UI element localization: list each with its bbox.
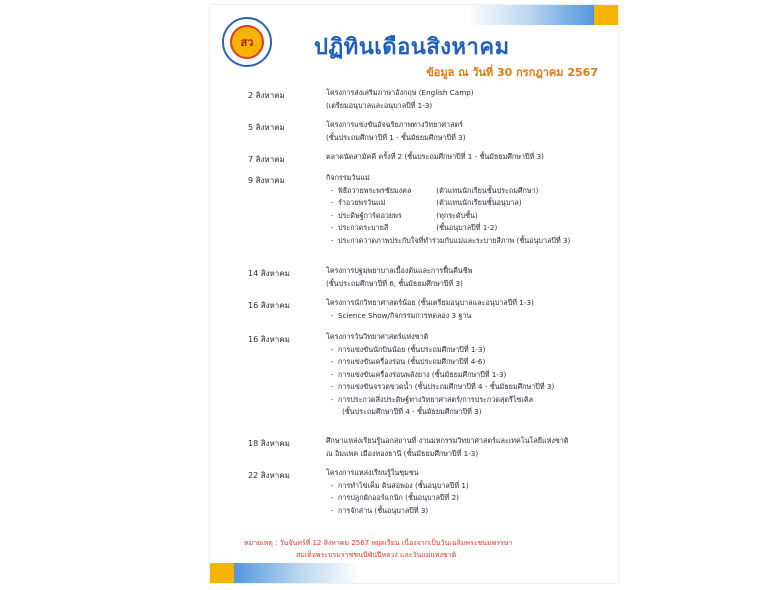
sub-item-text: พิธีถวายพระพรชัยมงคล — [338, 185, 412, 195]
sub-item-text: ประดิษฐ์การ์ดอวยพร — [338, 210, 402, 220]
event-date: 16 สิงหาคม — [248, 301, 290, 310]
event-details — [326, 435, 611, 460]
calendar-card — [210, 5, 618, 583]
event-heading: โครงการแหล่งเรียนรู้ในชุมชน — [326, 468, 419, 477]
event-sub-item — [326, 222, 611, 235]
event-line: โครงการปฐมพยาบาลเบื้องต้นและการฟื้นคืนชีพ — [326, 266, 473, 275]
event-heading: กิจกรรมวันแม่ — [326, 173, 370, 182]
footnote-line: สมเด็จพระบรมราชชนนีพันปีหลวง และวันแม่แห่งชาติ — [296, 551, 457, 559]
event-sub-item — [326, 344, 611, 357]
sub-item-text: การแข่งขันนักบินน้อย (ชั้นประถมศึกษาปีที่ 1-3) — [338, 344, 486, 354]
event-line: โครงการนักวิทยาศาสตร์น้อย (ชั้นเตรียมอนุบาลและอนุบาลปีที่ 1-3) — [326, 298, 534, 307]
event-sub-item — [326, 210, 611, 223]
event-date: 22 สิงหาคม — [248, 471, 290, 480]
sub-item-text: ประกวดวาดภาพประกับใจที่ทำร่วมกับแม่และระบายสีภาพ (ชั้นอนุบาลปีที่ 3) — [338, 235, 571, 245]
event-sub-item — [326, 505, 611, 518]
footnote — [244, 537, 604, 561]
event-sub-item-continued: (ชั้นประถมศึกษาปีที่ 4 - ชั้นมัธยมศึกษาปีที่ 3) — [342, 407, 482, 416]
top-stripe-accent — [594, 5, 618, 25]
event-details — [326, 331, 611, 419]
bottom-stripe-accent — [210, 563, 234, 583]
sub-item-note: (ทุกระดับชั้น) — [436, 210, 478, 220]
event-date: 9 สิงหาคม — [248, 176, 285, 185]
sub-item-text: การประกวดสิ่งประดิษฐ์ทางวิทยาศาสตร์/การประกวดสุดรีไซเคิล — [338, 394, 534, 404]
event-sub-item — [326, 185, 611, 198]
event-heading: โครงการวันวิทยาศาสตร์แห่งชาติ — [326, 332, 429, 341]
sub-item-text: รำอวยพรวันแม่ — [338, 198, 386, 207]
event-sub-item — [326, 492, 611, 505]
event-sub-item — [326, 480, 611, 493]
event-date: 5 สิงหาคม — [248, 123, 285, 132]
school-logo-emblem: สว — [230, 25, 264, 59]
event-sub-item — [326, 381, 611, 394]
event-line: ณ อิมแพค เมืองทองธานี (ชั้นมัธยมศึกษาปีที่ 1-3) — [326, 448, 479, 458]
event-sub-item — [326, 394, 611, 407]
event-date: 14 สิงหาคม — [248, 269, 290, 278]
page-title: ปฏิทินเดือนสิงหาคม — [314, 35, 510, 60]
event-details — [326, 265, 611, 290]
event-line: (เตรียมอนุบาลและอนุบาลปีที่ 1-3) — [326, 100, 433, 110]
sub-item-text: การแข่งขันเครื่องร่อน (ชั้นประถมศึกษาปีที่ 4-6) — [338, 357, 486, 366]
event-line: โครงการส่งเสริมภาษาอังกฤษ (English Camp) — [326, 88, 474, 97]
sub-item-text: การแข่งขันเครื่องร่อนพลังยาง (ชั้นมัธยมศึกษาปีที่ 1-3) — [338, 369, 507, 379]
event-date: 16 สิงหาคม — [248, 335, 290, 344]
footnote-line: หมายเหตุ : วันจันทร์ที่ 12 สิงหาคม 2567 หยุดเรียน เนื่องจากเป็นวันเฉลิมพระชนมพรรษา — [244, 539, 513, 547]
event-line: ศึกษาแหล่งเรียนรู้นอกสถานที่ งานมหกรรมวิทยาศาสตร์และเทคโนโลยีแห่งชาติ — [326, 436, 569, 445]
event-sub-item — [326, 197, 611, 210]
event-line: (ชั้นประถมศึกษาปีที่ 1 - ชั้นมัธยมศึกษาปีที่ 3) — [326, 132, 466, 142]
event-date: 18 สิงหาคม — [248, 439, 290, 448]
event-line: โครงการแข่งขันอัจฉริยภาพทางวิทยาศาสตร์ — [326, 120, 463, 129]
sub-item-text: การแข่งขันจรวดขวดน้ำ (ชั้นประถมศึกษาปีที่ 4 - ชั้นมัธยมศึกษาปีที่ 3) — [338, 382, 555, 391]
event-sub-item — [326, 369, 611, 382]
event-sub-item — [326, 235, 611, 248]
event-details — [326, 297, 611, 322]
sub-item-note: (ตัวแทนนักเรียนชั้นอนุบาล) — [436, 198, 522, 207]
sub-item-note: (ชั้นอนุบาลปีที่ 1-2) — [436, 223, 498, 232]
event-details — [326, 172, 611, 247]
event-details — [326, 467, 611, 517]
event-details — [326, 87, 611, 112]
sub-item-text: Science Show/กิจกรรมการทดลอง 3 ฐาน — [338, 310, 472, 320]
sub-item-note: (ตัวแทนนักเรียนชั้นประถมศึกษา) — [436, 185, 539, 195]
event-date: 2 สิงหาคม — [248, 91, 285, 100]
data-as-of-date: ข้อมูล ณ วันที่ 30 กรกฎาคม 2567 — [426, 66, 598, 79]
event-details — [326, 151, 611, 164]
event-line: ตลาดนัดสามัคคี ครั้งที่ 2 (ชั้นประถมศึกษาปีที่ 1 - ชั้นมัธยมศึกษาปีที่ 3) — [326, 152, 544, 161]
event-date: 7 สิงหาคม — [248, 155, 285, 164]
sub-item-text: ประกวดระบายสี — [338, 223, 389, 232]
event-sub-item — [326, 356, 611, 369]
event-line: (ชั้นประถมศึกษาปีที่ 6, ชั้นมัธยมศึกษาปีที่ 3) — [326, 278, 463, 288]
sub-item-text: การจักสาน (ชั้นอนุบาลปีที่ 3) — [338, 505, 429, 515]
sub-item-text: การปลูกผักออร์แกนิก (ชั้นอนุบาลปีที่ 2) — [338, 493, 459, 502]
school-logo — [222, 17, 272, 67]
sub-item-text: การทำไข่เค็ม ดินสอพอง (ชั้นอนุบาลปีที่ 1) — [338, 480, 469, 490]
event-sub-item — [326, 310, 611, 323]
event-details — [326, 119, 611, 144]
